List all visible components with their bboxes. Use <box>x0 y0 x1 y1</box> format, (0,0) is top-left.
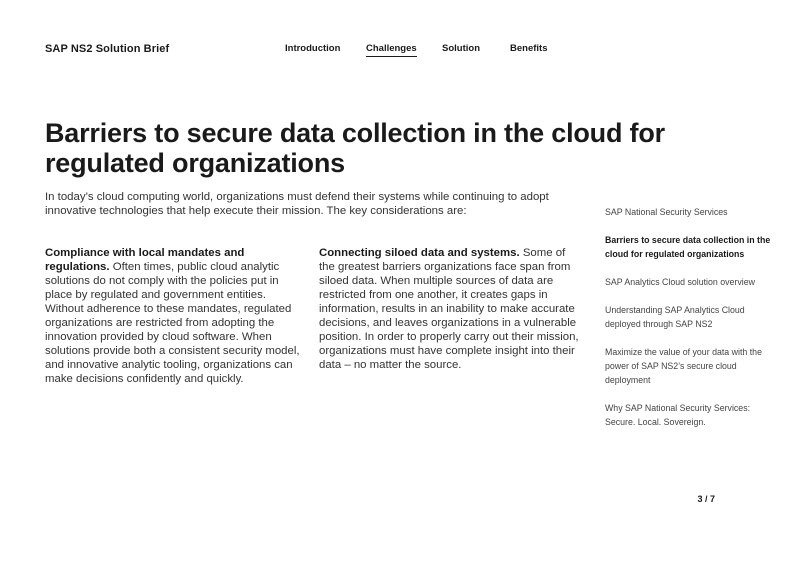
nav-solution[interactable]: Solution <box>442 43 480 54</box>
column-siloed-data-body: Some of the greatest barriers organizations face span from siloed data. When multiple sources of data are restricted from one another, it creates gaps in information, results in an inability to make accurate decisions, and leaves organizations in a vulnerable position. In order to properly carry out their mission, organizations must have complete insight into their data – no matter the source. <box>319 247 579 371</box>
toc-item-maximize-value[interactable]: Maximize the value of your data with the power of SAP NS2’s secure cloud deployment <box>605 346 762 386</box>
top-nav <box>0 43 800 63</box>
table-of-contents <box>605 205 777 443</box>
toc-item-barriers[interactable]: Barriers to secure data collection in the cloud for regulated organizations <box>605 234 771 260</box>
nav-challenges[interactable]: Challenges <box>366 43 417 57</box>
column-compliance-heading: Compliance with local mandates and regulations. <box>45 247 245 273</box>
column-siloed-data-heading: Connecting siloed data and systems. <box>319 247 520 259</box>
page-title: Barriers to secure data collection in the cloud for regulated organizations <box>45 118 665 178</box>
column-siloed-data <box>319 246 582 372</box>
intro-paragraph: In today’s cloud computing world, organizations must defend their systems while continuing to adopt innovative technologies that help execute their mission. The key considerations are: <box>45 191 549 217</box>
toc-item-why-sap-ns2[interactable]: Why SAP National Security Services: Secure. Local. Sovereign. <box>605 403 751 428</box>
page-number: 3 / 7 <box>697 494 715 504</box>
toc-item-sap-ns2[interactable]: SAP National Security Services <box>605 207 728 217</box>
brand-title: SAP NS2 Solution Brief <box>45 43 170 55</box>
column-compliance <box>45 246 303 386</box>
toc-item-solution-overview[interactable]: SAP Analytics Cloud solution overview <box>605 276 755 287</box>
nav-introduction[interactable]: Introduction <box>285 43 341 54</box>
toc-item-understanding[interactable]: Understanding SAP Analytics Cloud deployed through SAP NS2 <box>605 304 745 329</box>
nav-benefits[interactable]: Benefits <box>510 43 548 54</box>
column-compliance-body: Often times, public cloud analytic solutions do not comply with the policies put in place by regulated and government entities. Without adherence to these mandates, regulated organizations are restricted from adopting the innovation provided by cloud software. When solutions provide both a consistent security model, and innovative analytic tooling, organizations can make decisions confidently and quickly. <box>45 261 300 385</box>
